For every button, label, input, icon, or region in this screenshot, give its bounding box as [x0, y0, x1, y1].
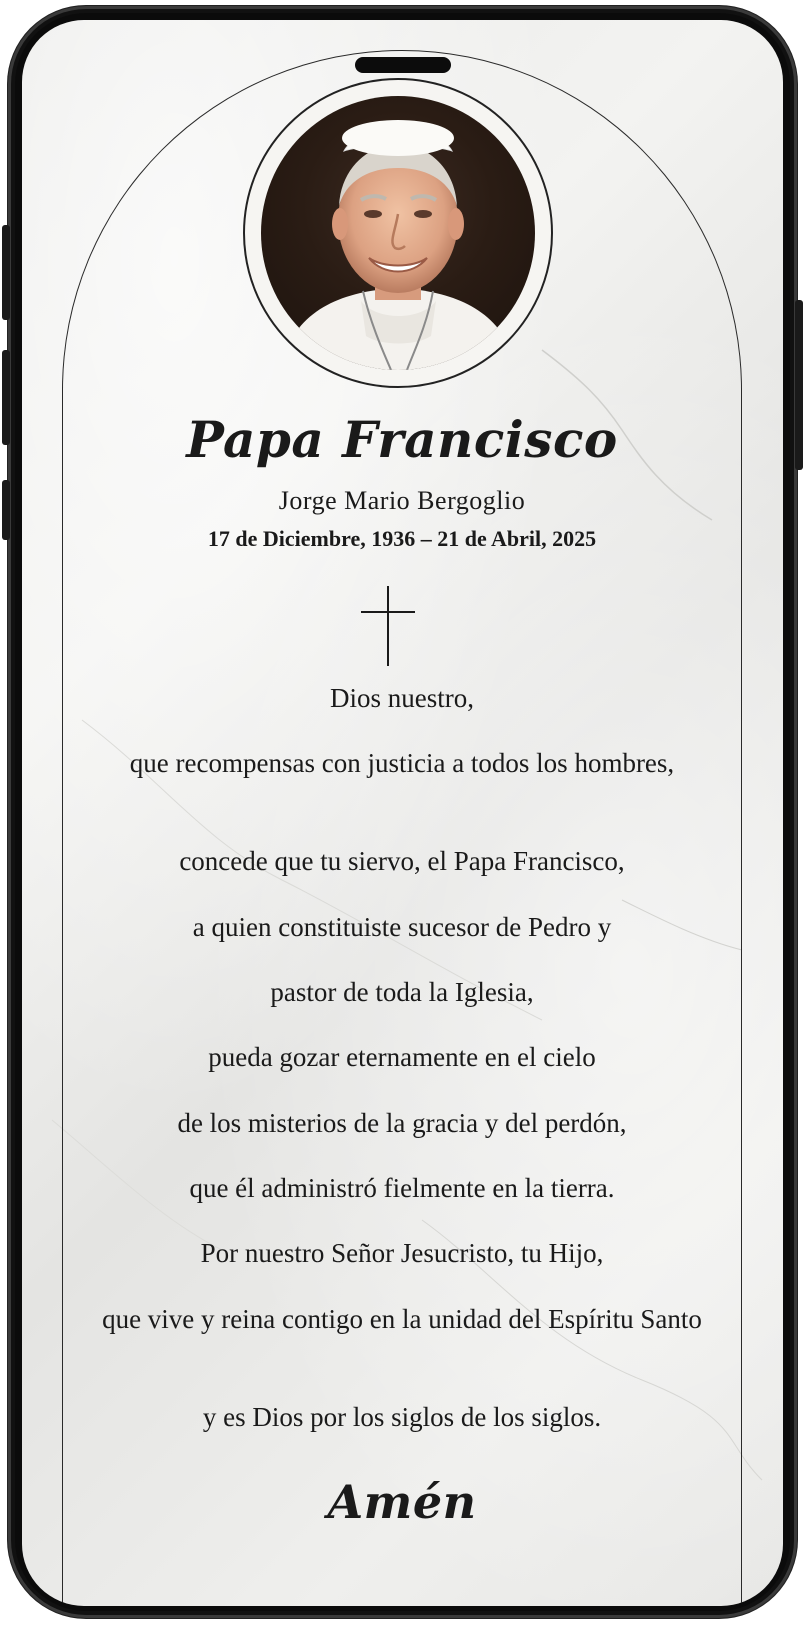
prayer-line: que vive y reina contigo en la unidad del Espíritu Santo [102, 1304, 702, 1334]
closing-amen: Amén [327, 1475, 477, 1529]
prayer-line: y es Dios por los siglos de los siglos. [202, 1402, 602, 1432]
portrait-photo [261, 96, 535, 370]
prayer-line: de los misterios de la gracia y del perdón, [177, 1108, 627, 1138]
prayer-line: a quien constituiste sucesor de Pedro y [192, 912, 612, 942]
prayer-line: Dios nuestro, [330, 683, 474, 713]
prayer-line: concede que tu siervo, el Papa Francisco, [179, 846, 625, 876]
pope-portrait-illustration [261, 96, 535, 370]
prayer-line: pastor de toda la Iglesia, [270, 977, 534, 1007]
prayer-line: pueda gozar eternamente en el cielo [208, 1042, 596, 1072]
prayer-line: Por nuestro Señor Jesucristo, tu Hijo, [200, 1238, 604, 1268]
full-name: Jorge Mario Bergoglio [278, 486, 526, 515]
page-title: Papa Francisco [186, 410, 618, 469]
portrait-frame [243, 78, 553, 388]
side-button [795, 300, 803, 470]
prayer-line: que él administró fielmente en la tierra. [189, 1173, 615, 1203]
side-button [2, 225, 10, 320]
prayer-line: que recompensas con justicia a todos los hombres, [129, 748, 675, 778]
life-dates: 17 de Diciembre, 1936 – 21 de Abril, 2025 [207, 526, 597, 551]
side-button [2, 480, 10, 540]
side-button [2, 350, 10, 445]
latin-cross-icon [361, 586, 415, 666]
screen [22, 20, 783, 1606]
